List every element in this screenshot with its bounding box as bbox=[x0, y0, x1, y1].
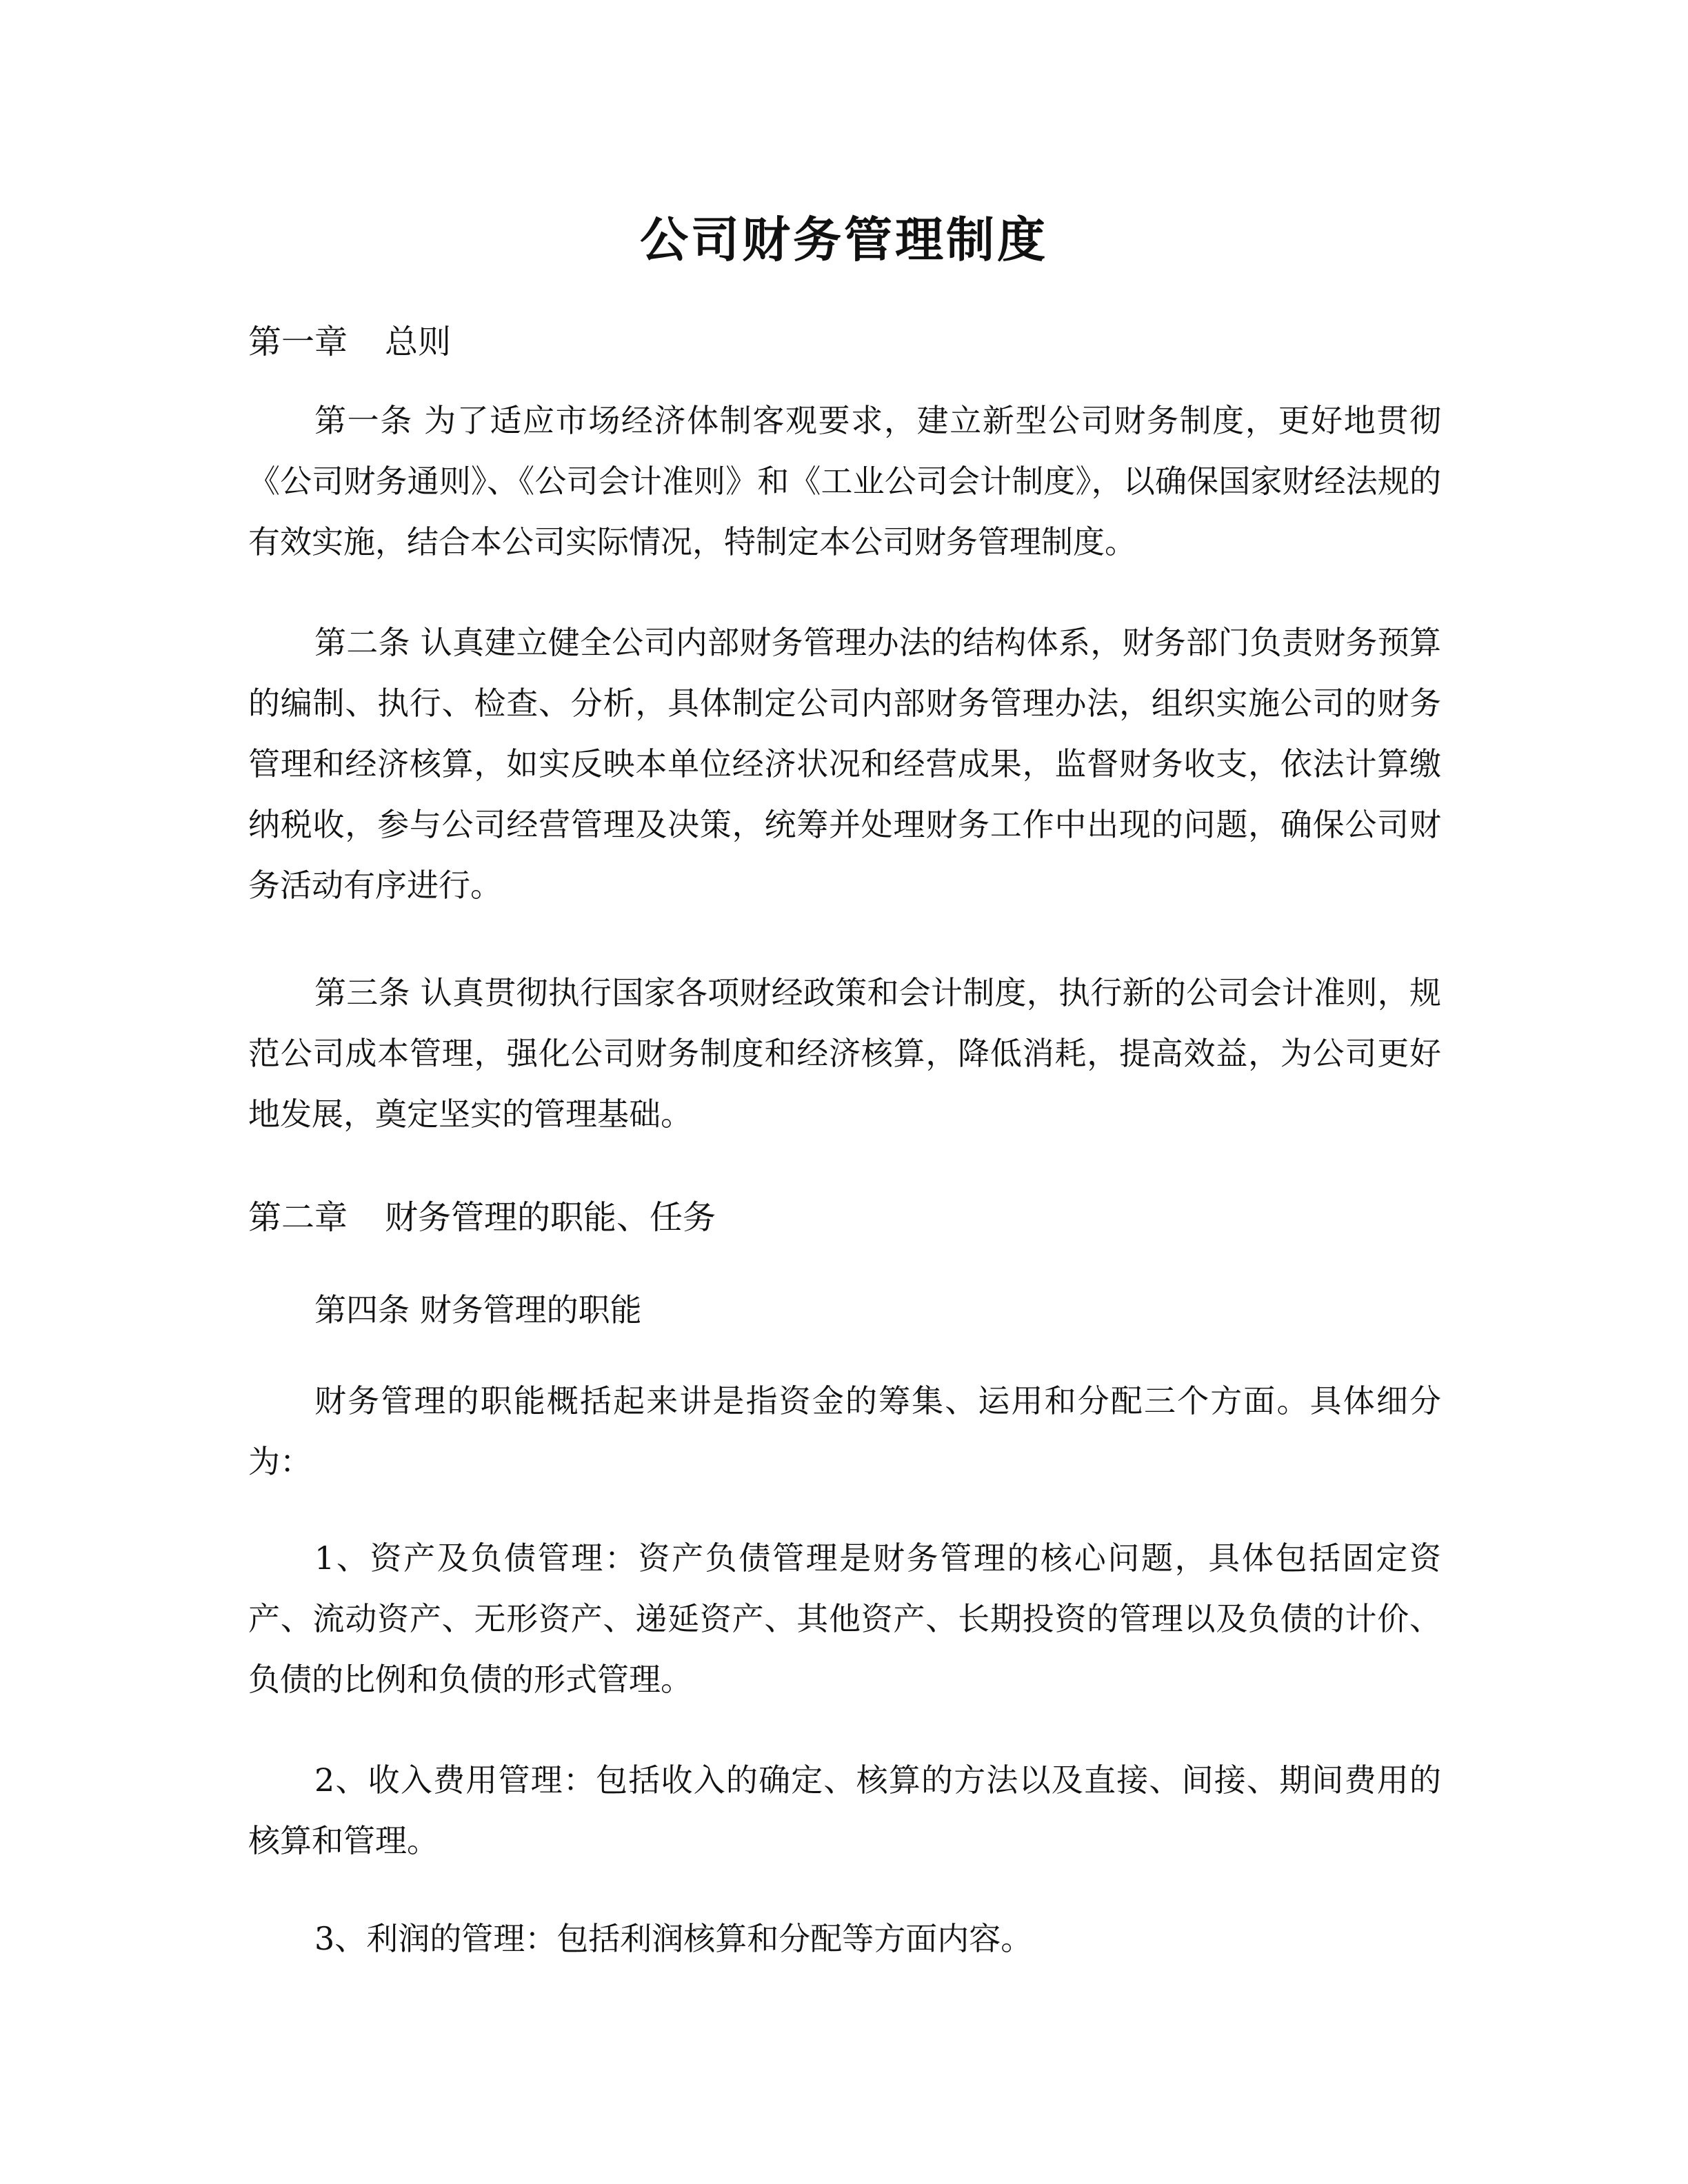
list-item: 2、收入费用管理：包括收入的确定、核算的方法以及直接、间接、期间费用的核算和管理。 bbox=[248, 1761, 1441, 1859]
chapter-number: 第一章 bbox=[248, 323, 348, 361]
chapter-heading-1 bbox=[248, 312, 1441, 372]
chapter-name: 总则 bbox=[385, 323, 452, 361]
chapter-heading-2 bbox=[248, 1187, 1441, 1248]
article-paragraph: 第三条 认真贯彻执行国家各项财经政策和会计制度，执行新的公司会计准则，规范公司成本管理，强化公司财务制度和经济核算，降低消耗，提高效益，为公司更好地发展，奠定坚实的管理基础。 bbox=[248, 974, 1441, 1133]
article-paragraph: 第一条 为了适应市场经济体制客观要求，建立新型公司财务制度，更好地贯彻《公司财务通则》、《公司会计准则》和《工业公司会计制度》，以确保国家财经法规的有效实施，结合本公司实际情况，特制定本公司财务管理制度。 bbox=[248, 402, 1441, 560]
chapter-number: 第二章 bbox=[248, 1198, 348, 1237]
list-item: 1、资产及负债管理：资产负债管理是财务管理的核心问题，具体包括固定资产、流动资产、无形资产、递延资产、其他资产、长期投资的管理以及负债的计价、负债的比例和负债的形式管理。 bbox=[248, 1539, 1441, 1698]
article-paragraph: 第二条 认真建立健全公司内部财务管理办法的结构体系，财务部门负责财务预算的编制、执行、检查、分析，具体制定公司内部财务管理办法，组织实施公司的财务管理和经济核算，如实反映本单位经济状况和经营成果，监督财务收支，依法计算缴纳税收，参与公司经营管理及决策，统筹并处理财务工作中出现的问题，确保公司财务活动有序进行。 bbox=[248, 624, 1441, 904]
list-item: 3、利润的管理：包括利润核算和分配等方面内容。 bbox=[314, 1920, 1033, 1957]
document-title: 公司财务管理制度 bbox=[640, 211, 1048, 268]
article-heading: 第四条 财务管理的职能 bbox=[314, 1291, 642, 1328]
body-paragraph: 财务管理的职能概括起来讲是指资金的筹集、运用和分配三个方面。具体细分为： bbox=[248, 1382, 1441, 1480]
chapter-name: 财务管理的职能、任务 bbox=[385, 1198, 716, 1237]
